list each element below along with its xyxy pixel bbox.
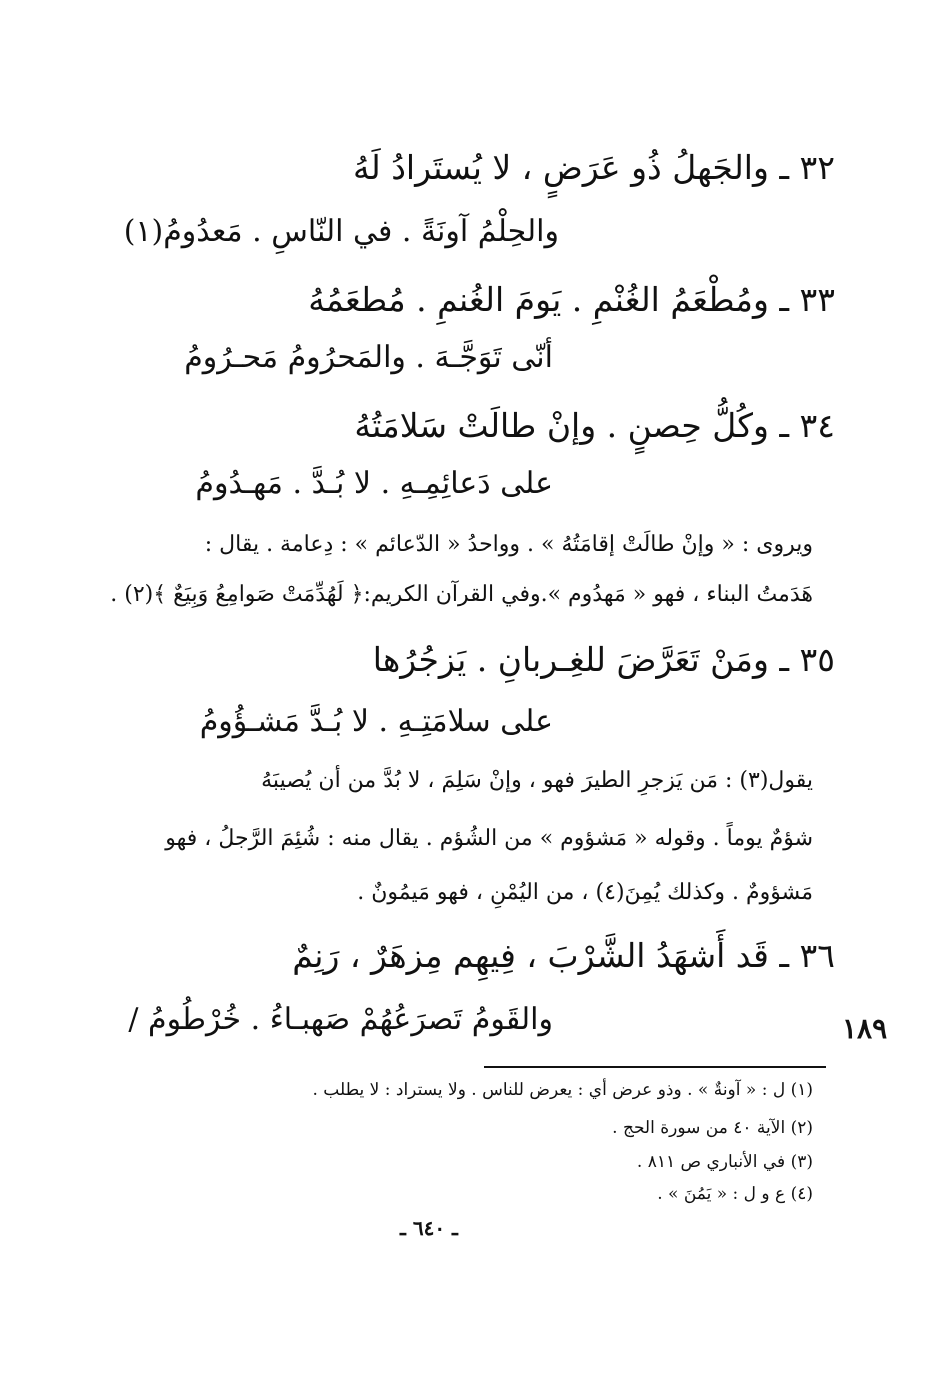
footnote-1: (١) ل : « آونةٌ » . وذو عرض أي : يعرض للناس . ولا يستراد : لا يطلب .	[312, 1080, 813, 1100]
verse-35-first-hemistich: ٣٥ ـ ومَنْ تَعَرَّضَ للغِـربانِ . يَزجُرُها	[372, 640, 835, 679]
verse-32-first-hemistich: ٣٢ ـ والجَهلُ ذُو عَرَضٍ ، لا يُستَرادُ لَهُ	[352, 148, 835, 187]
commentary-verse-35-line-1: يقول(٣) : مَن يَزجرِ الطيرَ فهو ، وإنْ سَلِمَ ، لا بُدَّ من أن يُصيبَهُ	[261, 768, 813, 793]
footnote-divider	[484, 1066, 826, 1068]
verse-33-second-hemistich: أنّى تَوَجَّـهَ . والمَحرُومُ مَحـرُومُ	[184, 340, 553, 375]
verse-33-first-hemistich: ٣٣ ـ ومُطْعَمُ الغُنْمِ . يَومَ الغُنمِ . مُطعَمُهُ	[308, 280, 835, 319]
footnote-3: (٣) في الأنباري ص ٨١١ .	[636, 1152, 813, 1172]
verse-36-second-hemistich: والقَومُ تَصرَعُهُمْ صَهبـاءُ . خُرْطُومُ /	[128, 1002, 553, 1037]
commentary-verse-35-line-3: مَشؤومٌ . وكذلك يُمِنَ(٤) ، من اليُمْنِ ، فهو مَيمُونٌ .	[357, 880, 813, 905]
verse-36-first-hemistich: ٣٦ ـ قَد أَشهَدُ الشَّرْبَ ، فِيهِم مِزهَرٌ ، رَنِمٌ	[292, 936, 835, 975]
verse-34-second-hemistich: على دَعائِمِـهِ . لا بُـدَّ . مَهـدُومُ	[195, 466, 553, 501]
commentary-verse-34-line-1: ويروى : « وإنْ طالَتْ إقامَتُهُ » . وواحدُ « الدّعائم » : دِعامة . يقال :	[204, 532, 813, 557]
verse-32-second-hemistich: والحِلْمُ آونَةً . في النّاسِ . مَعدُومُ(١)	[123, 214, 559, 249]
footnote-4: (٤) ع و ل : « يَمُنَ » .	[657, 1184, 813, 1204]
margin-folio-number: ١٨٩	[842, 1012, 888, 1045]
commentary-verse-35-line-2: شؤمٌ يوماً . وقوله « مَشؤوم » من الشُؤم . يقال منه : شُئِمَ الرَّجلُ ، فهو	[165, 826, 813, 851]
footnote-2: (٢) الآية ٤٠ من سورة الحج .	[612, 1118, 813, 1138]
page-number: ـ ٦٤٠ ـ	[400, 1216, 458, 1240]
verse-34-first-hemistich: ٣٤ ـ وكُلُّ حِصنٍ . وإنْ طالَتْ سَلامَتُهُ	[354, 406, 835, 445]
verse-35-second-hemistich: على سلامَتِـهِ . لا بُـدَّ مَشـؤُومُ	[199, 704, 553, 739]
commentary-verse-34-line-2: هَدَمتُ البناء ، فهو « مَهدُوم ».وفي القرآن الكريم:﴿ لَهُدِّمَتْ صَوامِعُ وَبِيَعٌ ﴾(٢) .	[110, 582, 813, 607]
